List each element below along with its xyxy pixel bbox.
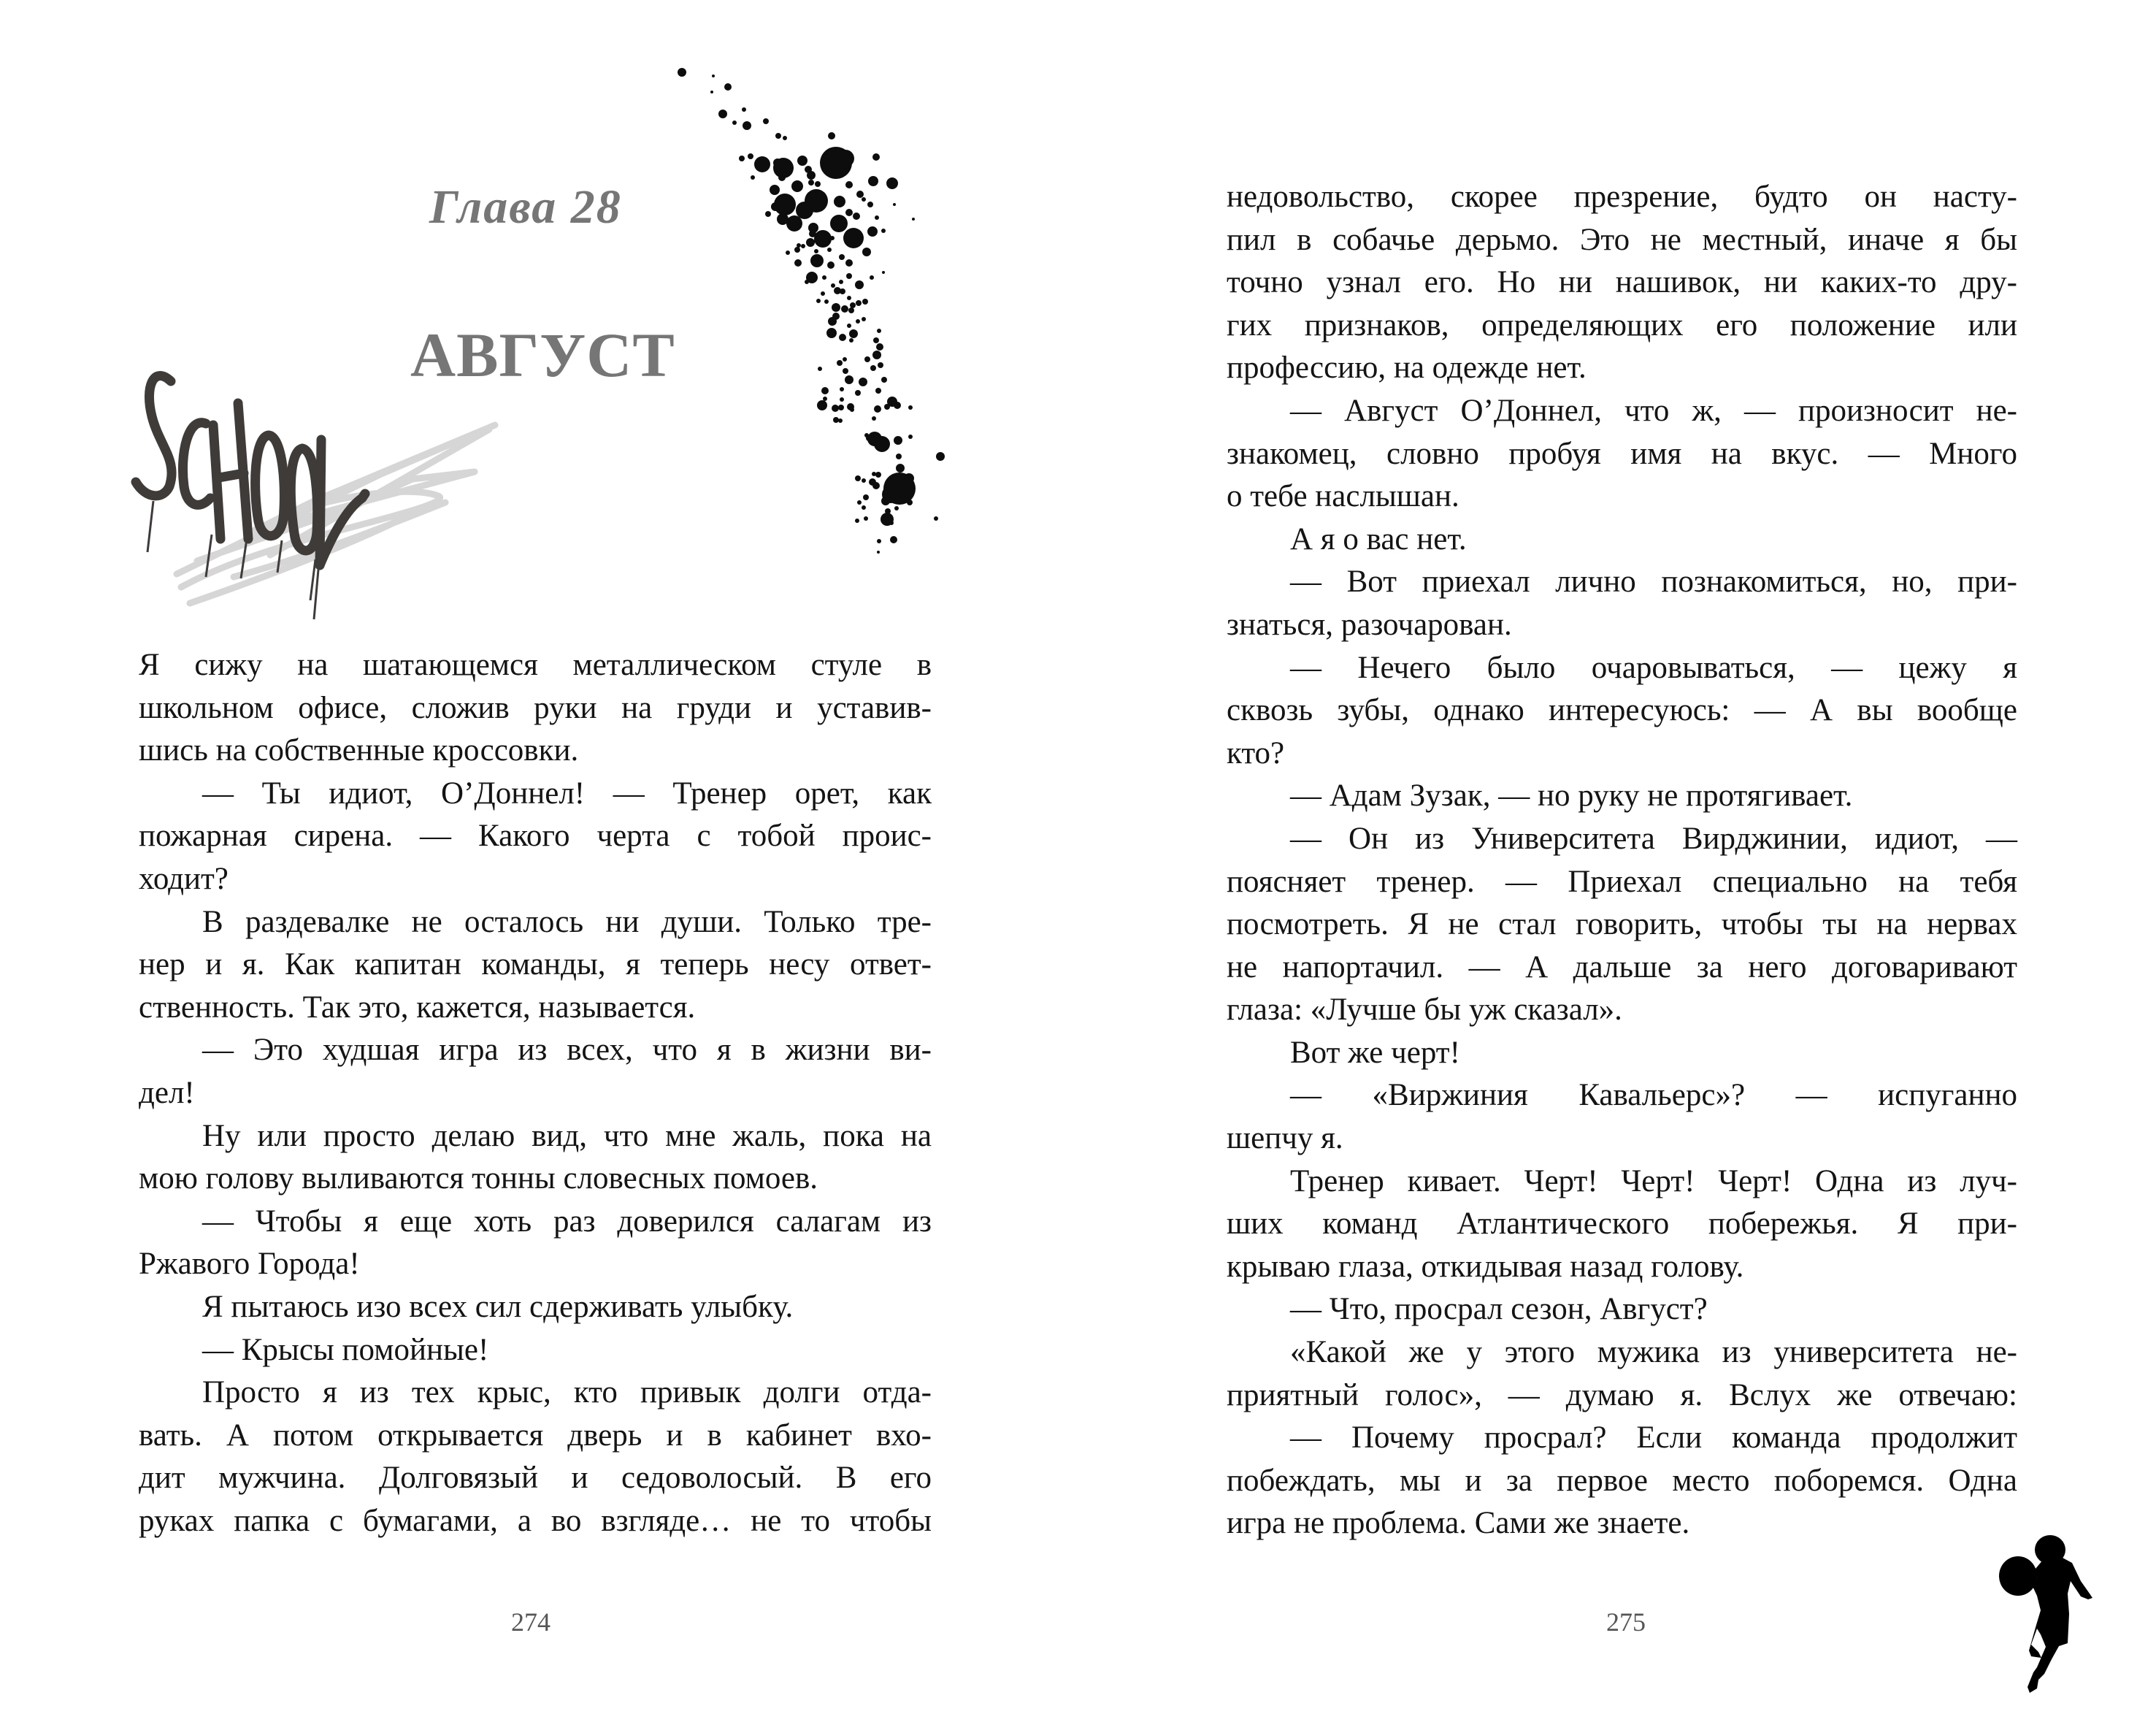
text-line: — Он из Университета Вирджинии, идиот, — xyxy=(1290,821,2017,856)
text-line: гих признаков, определяющих его положение или xyxy=(1227,307,2017,343)
text-line: недовольство, скорее презрение, будто он насту- xyxy=(1227,180,2017,214)
text-line: знаться, разочарован. xyxy=(1227,607,1512,642)
text-line: школьном офисе, сложив руки на груди и уставив- xyxy=(139,690,932,725)
right-page xyxy=(1078,0,2156,1725)
text-line: о тебе наслышан. xyxy=(1227,479,1459,514)
text-line: Тренер кивает. Черт! Черт! Черт! Одна из луч- xyxy=(1290,1163,2017,1198)
page-number-left: 274 xyxy=(511,1607,550,1637)
text-line: — Крысы помойные! xyxy=(202,1332,489,1367)
text-line: шись на собственные кроссовки. xyxy=(139,733,579,768)
text-line: Я сижу на шатающемся металлическом стуле в xyxy=(139,648,932,682)
page-number-right: 275 xyxy=(1606,1607,1646,1637)
text-line: пожарная сирена. — Какого черта с тобой проис- xyxy=(139,819,932,854)
text-line: — Чтобы я еще хоть раз доверился салагам из xyxy=(202,1204,932,1239)
text-line: пил в собачье дерьмо. Это не местный, иначе я бы xyxy=(1227,222,2017,257)
text-line: Просто я из тех крыс, кто привык долги отда- xyxy=(202,1375,932,1410)
ink-splatter-icon xyxy=(672,58,964,555)
text-line: Ну или просто делаю вид, что мне жаль, пока на xyxy=(202,1118,932,1153)
text-line: сквозь зубы, однако интересуюсь: — А вы вообще xyxy=(1227,693,2017,728)
text-line: поясняет тренер. — Приехал специально на тебя xyxy=(1227,864,2017,899)
left-page-text xyxy=(139,644,932,1542)
text-line: — Нечего было очаровываться, — цежу я xyxy=(1290,650,2017,685)
text-line: ственность. Так это, кажется, называется. xyxy=(139,990,696,1025)
text-line: Я пытаюсь изо всех сил сдерживать улыбку. xyxy=(202,1289,794,1324)
text-line: ходит? xyxy=(139,861,229,896)
chapter-label: Глава 28 xyxy=(429,180,622,234)
text-line: — Ты идиот, О’Доннел! — Тренер орет, как xyxy=(202,776,932,811)
text-line: — Почему просрал? Если команда продолжит xyxy=(1290,1420,2017,1456)
text-line: — Это худшая игра из всех, что я в жизни ви- xyxy=(202,1033,932,1068)
text-line: побеждать, мы и за первое место поборемся. Одна xyxy=(1227,1463,2017,1498)
text-line: нер и я. Как капитан команды, я теперь несу ответ- xyxy=(139,947,932,982)
text-line: знакомец, словно пробуя имя на вкус. — Много xyxy=(1227,436,2017,471)
chapter-title: АВГУСТ xyxy=(410,320,675,390)
text-line: ших команд Атлантического побережья. Я при- xyxy=(1227,1206,2017,1242)
text-line: — «Виржиния Кавальерс»? — испуганно xyxy=(1290,1078,2017,1113)
text-line: — Адам Зузак, — но руку не протягивает. xyxy=(1290,779,1853,814)
text-line: шепчу я. xyxy=(1227,1121,1343,1156)
text-line: точно узнал его. Но ни нашивок, ни каких-то дру- xyxy=(1227,265,2017,300)
text-line: профессию, на одежде нет. xyxy=(1227,351,1587,386)
text-line: руках папка с бумагами, а во взгляде… не то чтобы xyxy=(139,1503,932,1538)
text-line: глаза: «Лучше бы уж сказал». xyxy=(1227,992,1622,1028)
text-line: приятный голос», — думаю я. Вслух же отвечаю: xyxy=(1227,1377,2017,1412)
text-line: дит мужчина. Долговязый и седоволосый. В его xyxy=(139,1461,932,1496)
text-line: Вот же черт! xyxy=(1290,1035,1460,1070)
text-line: дел! xyxy=(139,1075,195,1110)
text-line: посмотреть. Я не стал говорить, чтобы ты на нервах xyxy=(1227,907,2017,942)
text-line: вать. А потом открывается дверь и в кабинет вхо- xyxy=(139,1418,932,1453)
text-line: — Что, просрал сезон, Август? xyxy=(1290,1292,1708,1327)
text-line: В раздевалке не осталось ни души. Только тре- xyxy=(202,904,932,939)
text-line: кто? xyxy=(1227,735,1285,770)
right-page-text xyxy=(1227,176,2017,1545)
text-line: А я о вас нет. xyxy=(1290,521,1467,556)
basketball-player-silhouette-icon xyxy=(1935,1534,2156,1725)
text-line: игра не проблема. Сами же знаете. xyxy=(1227,1506,1690,1541)
text-line: мою голову выливаются тонны словесных помоев. xyxy=(139,1161,818,1196)
text-line: — Август О’Доннел, что ж, — произносит не- xyxy=(1290,393,2017,428)
text-line: — Вот приехал лично познакомиться, но, при- xyxy=(1290,565,2017,600)
text-line: Ржавого Города! xyxy=(139,1247,360,1282)
text-line: не напортачил. — А дальше за него договаривают xyxy=(1227,949,2017,984)
text-line: крываю глаза, откидывая назад голову. xyxy=(1227,1249,1744,1284)
text-line: «Какой же у этого мужика из университета не- xyxy=(1290,1335,2017,1370)
